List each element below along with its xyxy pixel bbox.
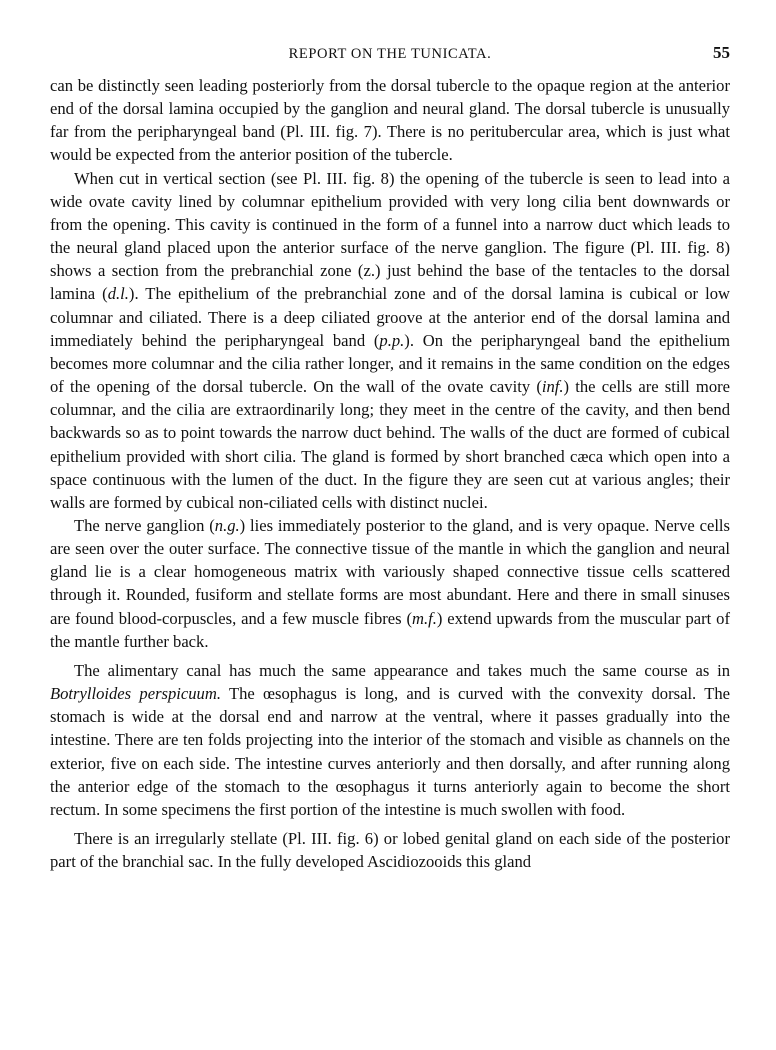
running-title: REPORT ON THE TUNICATA. [288, 46, 492, 62]
species-name: Botrylloides perspicuum. [50, 684, 221, 704]
paragraph-3-text-c: ) extend upwards from the muscular part of the mantle further back. [50, 608, 730, 651]
label-inf: inf. [541, 377, 564, 397]
paragraph-2-text-d: ) the cells are still more columnar, and the cilia are extraordinarily long; they meet in the centre of the cavity, and then bend backwards so as to point towards the narrow duct behind. The walls of the duct are formed of cubical epithelium provided with short cilia. The gland is formed by short branched cæca which open into a space continuous with the lumen of the duct. In the figure they are seen cut at various angles; their walls are formed by cubical non-ciliated cells with distinct nuclei. [50, 377, 731, 512]
paragraph-4-text-a: The alimentary canal has much the same appearance and takes much the same course as in [74, 660, 730, 680]
paragraph-2-text-a: When cut in vertical section (see Pl. III. fig. 8) the opening of the tubercle is seen to lead into a wide ovate cavity lined by columnar epithelium provided with very long cilia bent downwards or from the opening. This cavity is continued in the form of a funnel into a narrow duct which leads to the neural gland placed upon the anterior surface of the nerve ganglion. The figure (Pl. III. fig. 8) shows a section from the prebranchial zone (z.) just behind the base of the tentacles to the dorsal lamina ( [50, 168, 730, 304]
paragraph-2 [50, 167, 730, 514]
label-nerve-ganglion: n.g. [214, 515, 240, 535]
page-header [50, 40, 730, 74]
paragraph-2-text-b: ). The epithelium of the prebranchial zone and of the dorsal lamina is cubical or low columnar and ciliated. There is a deep ciliated groove at the anterior end of the dorsal lamina and immediately behind the peripharyngeal band ( [50, 284, 730, 350]
paragraph-3-text-b: ) lies immediately posterior to the gland, and is very opaque. Nerve cells are seen over the outer surface. The connective tissue of the mantle in which the ganglion and neural gland lie is a clear homogeneous matrix with variously shaped connective tissue cells scattered through it. Rounded, fusiform and stellate forms are most abundant. Here and there in small sinuses are found blood-corpuscles, and a few muscle fibres ( [50, 515, 730, 628]
book-page [50, 40, 730, 873]
label-muscle-fibres: m.f. [412, 608, 437, 628]
label-dorsal-lamina: d.l. [107, 284, 129, 304]
label-peripharyngeal-band: p.p. [379, 330, 405, 350]
paragraph-2-text-c: ). On the peripharyngeal band the epithelium becomes more columnar and the cilia rather longer, and it remains in the same condition on the edges of the opening of the dorsal tubercle. On the wall of the ovate cavity ( [50, 330, 730, 397]
page-number: 55 [713, 43, 730, 62]
paragraph-3 [50, 514, 730, 653]
paragraph-4 [50, 659, 730, 821]
paragraph-5: There is an irregularly stellate (Pl. III. fig. 6) or lobed genital gland on each side of the posterior part of the branchial sac. In the fully developed Ascidiozooids this gland [50, 829, 730, 872]
paragraph-4-text-b: The œsophagus is long, and is curved with the convexity dorsal. The stomach is wide at the dorsal end and narrow at the ventral, where it passes gradually into the intestine. There are ten folds projecting into the interior of the stomach and visible as channels on the exterior, five on each side. The intestine curves anteriorly and then dorsally, and after running along the anterior edge of the stomach to the œsophagus it turns anteriorly again to become the short rectum. In some specimens the first portion of the intestine is much swollen with food. [50, 684, 730, 819]
paragraph-1: can be distinctly seen leading posteriorly from the dorsal tubercle to the opaque region at the anterior end of the dorsal lamina occupied by the ganglion and neural gland. The dorsal tubercle is unusually far from the peripharyngeal band (Pl. III. fig. 7). There is no peritubercular area, which is just what would be expected from the anterior position of the tubercle. [50, 76, 730, 165]
paragraph-3-text-a: The nerve ganglion ( [74, 515, 215, 535]
